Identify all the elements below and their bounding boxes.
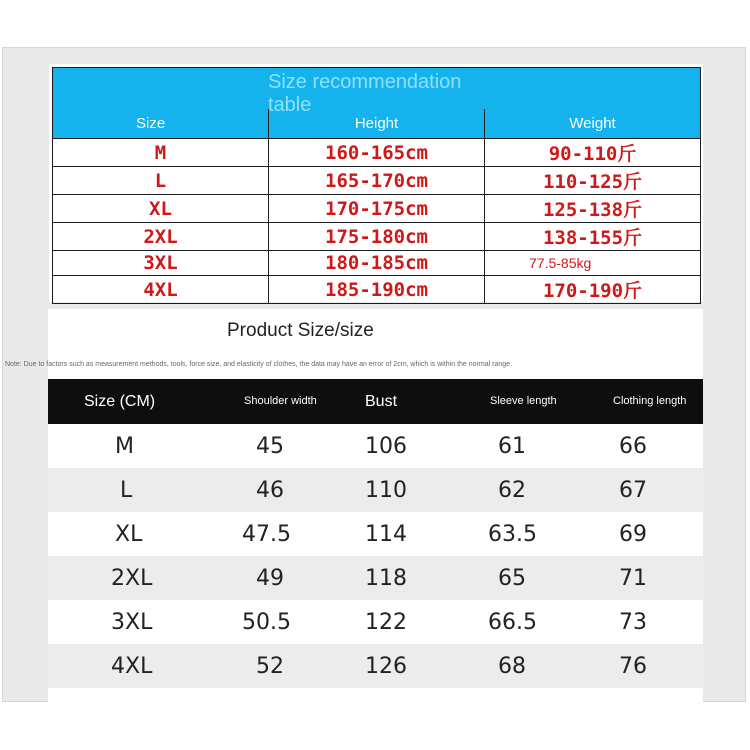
shoulder-cell: 47.5: [242, 512, 365, 556]
size-table-header-row: [48, 379, 703, 424]
weight-cell: 110-125斤: [485, 167, 701, 195]
header-shoulder-width: Shoulder width: [242, 379, 365, 424]
weight-cell: 125-138斤: [485, 195, 701, 223]
size-cell: 2XL: [53, 223, 269, 251]
header-size-cm: Size (CM): [48, 379, 242, 424]
bust-cell: 126: [365, 644, 488, 688]
size-cell: XL: [53, 195, 269, 223]
shoulder-cell: 52: [242, 644, 365, 688]
table-row: [53, 251, 701, 276]
length-cell: 66: [611, 424, 703, 468]
product-size-title: Product Size/size: [227, 320, 374, 341]
size-recommendation-table: [49, 64, 703, 302]
size-cell: 2XL: [48, 556, 242, 600]
weight-cell: 138-155斤: [485, 223, 701, 251]
size-cell: XL: [48, 512, 242, 556]
height-cell: 185-190cm: [269, 276, 485, 304]
recommendation-grid: [52, 67, 701, 304]
table-row: [48, 644, 703, 688]
size-cell: L: [53, 167, 269, 195]
table-row: [48, 424, 703, 468]
sleeve-cell: 68: [488, 644, 611, 688]
sleeve-cell: 66.5: [488, 600, 611, 644]
table-row: [53, 195, 701, 223]
length-cell: 76: [611, 644, 703, 688]
shoulder-cell: 45: [242, 424, 365, 468]
size-cell: 3XL: [48, 600, 242, 644]
weight-cell: 90-110斤: [485, 139, 701, 167]
height-cell: 165-170cm: [269, 167, 485, 195]
table-row: [53, 223, 701, 251]
length-cell: 73: [611, 600, 703, 644]
height-cell: 160-165cm: [269, 139, 485, 167]
length-cell: 71: [611, 556, 703, 600]
bust-cell: 114: [365, 512, 488, 556]
sleeve-cell: 61: [488, 424, 611, 468]
header-weight: Weight: [485, 109, 701, 139]
table-row: [48, 556, 703, 600]
table-row: [48, 512, 703, 556]
table-row: [53, 276, 701, 304]
weight-cell: 170-190斤: [485, 276, 701, 304]
header-height: Height: [269, 109, 485, 139]
recommendation-title: Size recommendation table: [268, 71, 462, 116]
header-sleeve-length: Sleeve length: [488, 379, 611, 424]
sleeve-cell: 63.5: [488, 512, 611, 556]
weight-cell: 77.5-85kg: [485, 251, 701, 276]
size-cell: 4XL: [48, 644, 242, 688]
product-size-table: [48, 379, 703, 688]
shoulder-cell: 50.5: [242, 600, 365, 644]
bust-cell: 110: [365, 468, 488, 512]
size-cell: M: [48, 424, 242, 468]
height-cell: 180-185cm: [269, 251, 485, 276]
size-cell: 3XL: [53, 251, 269, 276]
size-cell: L: [48, 468, 242, 512]
size-cell: M: [53, 139, 269, 167]
shoulder-cell: 49: [242, 556, 365, 600]
recommendation-title-row: [53, 68, 701, 110]
table-row: [53, 167, 701, 195]
sleeve-cell: 62: [488, 468, 611, 512]
header-bust: Bust: [365, 379, 488, 424]
shoulder-cell: 46: [242, 468, 365, 512]
bust-cell: 122: [365, 600, 488, 644]
bust-cell: 118: [365, 556, 488, 600]
height-cell: 170-175cm: [269, 195, 485, 223]
length-cell: 69: [611, 512, 703, 556]
height-cell: 175-180cm: [269, 223, 485, 251]
sleeve-cell: 65: [488, 556, 611, 600]
size-cell: 4XL: [53, 276, 269, 304]
measurement-note: Note: Due to factors such as measurement methods, tools, force size, and elasticity of clothes, the data may have an error of 2cm, which is within the normal range.: [5, 361, 512, 368]
table-row: [53, 139, 701, 167]
bust-cell: 106: [365, 424, 488, 468]
header-clothing-length: Clothing length: [611, 379, 703, 424]
table-row: [48, 468, 703, 512]
header-size: Size: [53, 109, 269, 139]
table-row: [48, 600, 703, 644]
length-cell: 67: [611, 468, 703, 512]
